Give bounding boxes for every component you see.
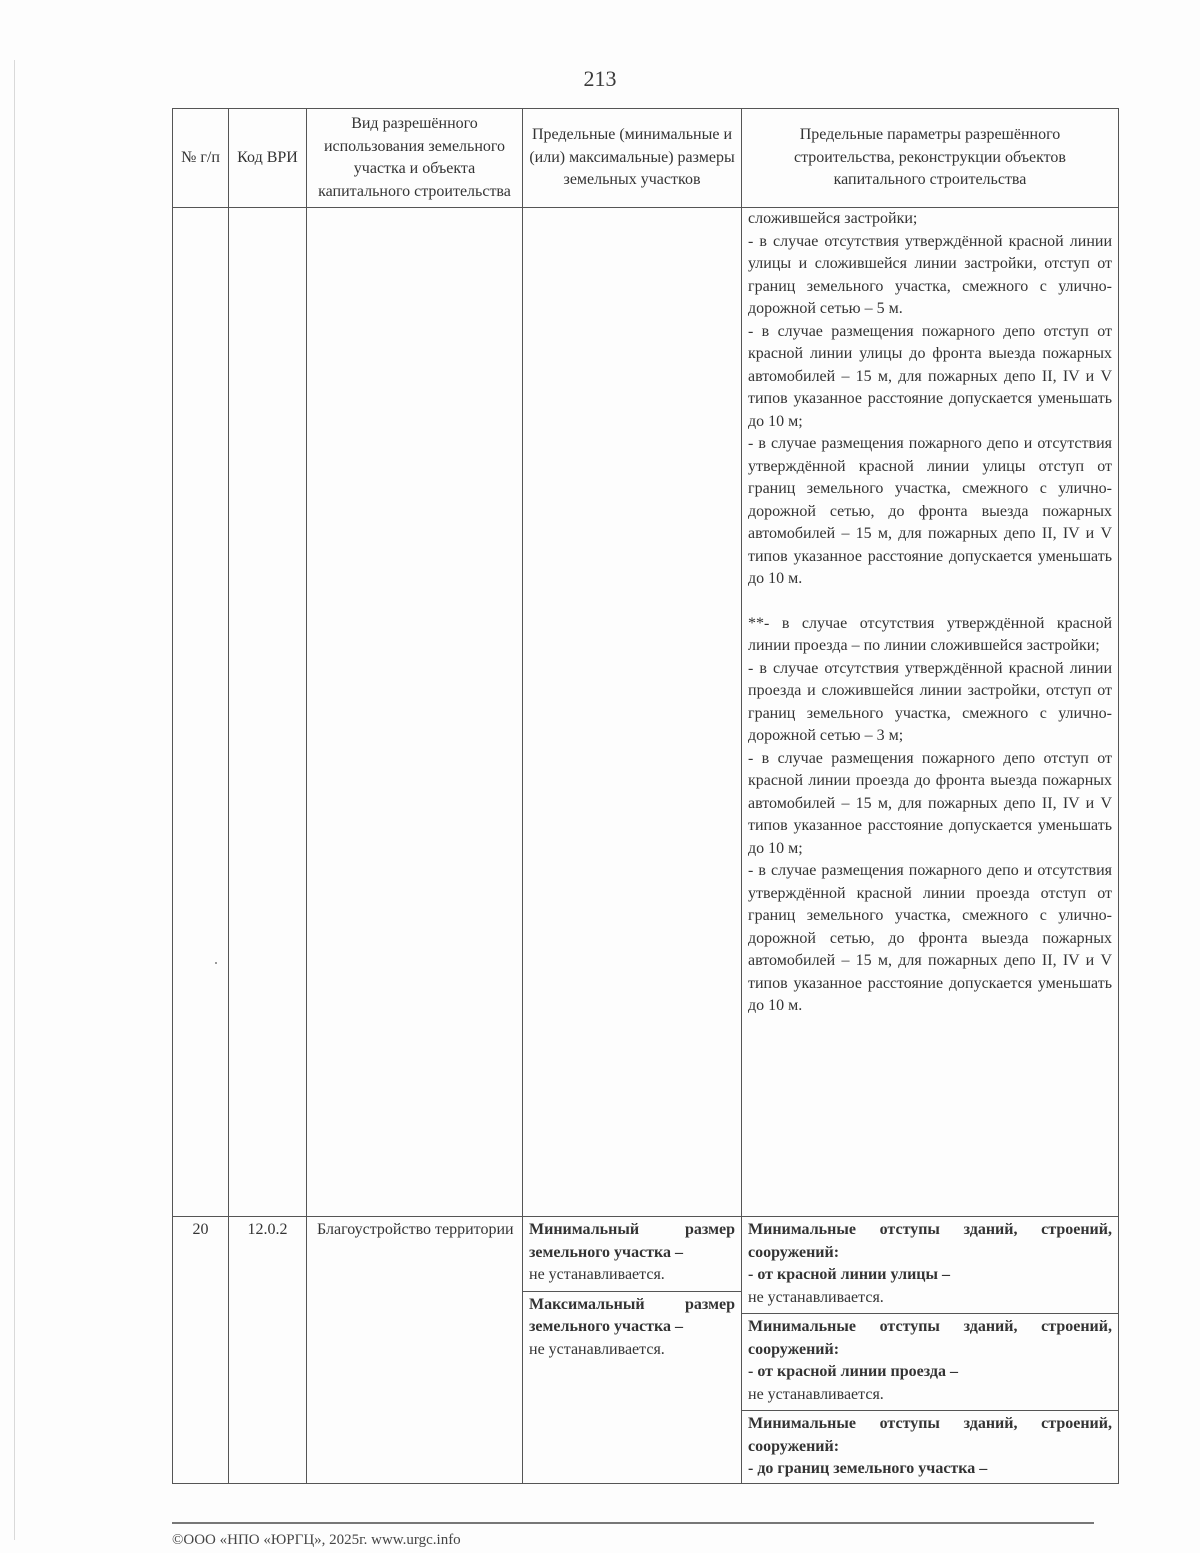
param2-label: Минимальные отступы зданий, строений, сооружений: bbox=[748, 1318, 1112, 1358]
row-sizes bbox=[523, 1217, 742, 1484]
header-number: № г/п bbox=[173, 109, 229, 208]
param3-label: Минимальные отступы зданий, строений, сооружений: bbox=[748, 1415, 1112, 1455]
param2-value: не устанавливается. bbox=[748, 1385, 884, 1403]
cell-empty bbox=[523, 208, 742, 1217]
footer-divider bbox=[172, 1522, 1094, 1524]
param3-block bbox=[742, 1410, 1118, 1481]
param-paragraph: - в случае размещения пожарного депо и отсутствия утверждённой красной линии улицы отступ от границ земельного участка, смежного с улично-дорожной сетью, до фронта выезда пожарных автомобилей – 15 м, для пожарных депо II, IV и V типов указанное расстояние допускается уменьшать до 10 м. bbox=[748, 435, 1112, 587]
row-params bbox=[742, 1217, 1119, 1484]
size-max-label: Максимальный размер земельного участка – bbox=[529, 1295, 735, 1335]
header-params: Предельные параметры разрешённого строительства, реконструкции объектов капитального строительства bbox=[742, 109, 1119, 208]
row-kind bbox=[307, 1217, 523, 1484]
param-paragraph: **- в случае отсутствия утверждённой красной линии проезда – по линии сложившейся застройки; bbox=[748, 614, 1112, 654]
param-paragraph: - в случае отсутствия утверждённой красной линии проезда и сложившейся линии застройки, отступ от границ земельного участка, смежного с улично-дорожной сетью – 3 м; bbox=[748, 659, 1112, 744]
cell-empty bbox=[173, 208, 229, 1217]
param1-value: не устанавливается. bbox=[748, 1288, 884, 1306]
footer-copyright: ©ООО «НПО «ЮРГЦ», 2025г. www.urgc.info bbox=[172, 1532, 461, 1548]
page-number: 213 bbox=[583, 66, 617, 91]
scan-binding-line bbox=[14, 60, 15, 1540]
header-code: Код ВРИ bbox=[229, 109, 307, 208]
table-header-row bbox=[173, 109, 1119, 208]
cell-empty bbox=[229, 208, 307, 1217]
param1-label: Минимальные отступы зданий, строений, сооружений: bbox=[748, 1221, 1112, 1261]
paragraph-gap bbox=[748, 591, 1112, 613]
param2-item: - от красной линии проезда – bbox=[748, 1363, 958, 1380]
regulations-table bbox=[172, 108, 1119, 1484]
param-paragraph: - в случае размещения пожарного депо отступ от красной линии улицы до фронта выезда пожарных автомобилей – 15 м, для пожарных депо II, IV и V типов указанное расстояние допускается уменьшать до 10 м; bbox=[748, 322, 1112, 430]
header-kind: Вид разрешённого использования земельного участка и объекта капитального строительства bbox=[307, 109, 523, 208]
cell-params-continuation bbox=[742, 208, 1119, 1217]
table-row-20 bbox=[173, 1217, 1119, 1484]
param2-block bbox=[742, 1313, 1118, 1406]
row-kind-text: Благоустройство территории bbox=[317, 1221, 514, 1238]
header-size: Предельные (минимальные и (или) максимальные) размеры земельных участков bbox=[523, 109, 742, 208]
param-paragraph: сложившейся застройки; bbox=[748, 210, 918, 227]
param-paragraph: - в случае размещения пожарного депо отступ от красной линии проезда до фронта выезда пожарных автомобилей – 15 м, для пожарных депо II, IV и V типов указанное расстояние допускается уменьшать до 10 м; bbox=[748, 749, 1112, 857]
size-max-block bbox=[523, 1291, 741, 1362]
cell-empty bbox=[307, 208, 523, 1217]
row-number: 20 bbox=[173, 1217, 229, 1484]
size-min-value: не устанавливается. bbox=[529, 1266, 665, 1283]
table-row-continuation bbox=[173, 208, 1119, 1217]
size-min-label: Минимальный размер земельного участка – bbox=[529, 1221, 735, 1261]
row-code: 12.0.2 bbox=[229, 1217, 307, 1484]
param-paragraph: - в случае отсутствия утверждённой красной линии улицы и сложившейся линии застройки, отступ от границ земельного участка, смежного с улично-дорожной сетью – 5 м. bbox=[748, 232, 1112, 317]
param3-item: - до границ земельного участка – bbox=[748, 1460, 988, 1477]
size-max-value: не устанавливается. bbox=[529, 1340, 665, 1358]
param-paragraph: - в случае размещения пожарного депо и отсутствия утверждённой красной линии проезда отступ от границ земельного участка, смежного с улично-дорожной сетью, до фронта выезда пожарных автомобилей – 15 м, для пожарных депо II, IV и V типов указанное расстояние допускается уменьшать до 10 м. bbox=[748, 862, 1112, 1014]
param1-item: - от красной линии улицы – bbox=[748, 1266, 950, 1283]
